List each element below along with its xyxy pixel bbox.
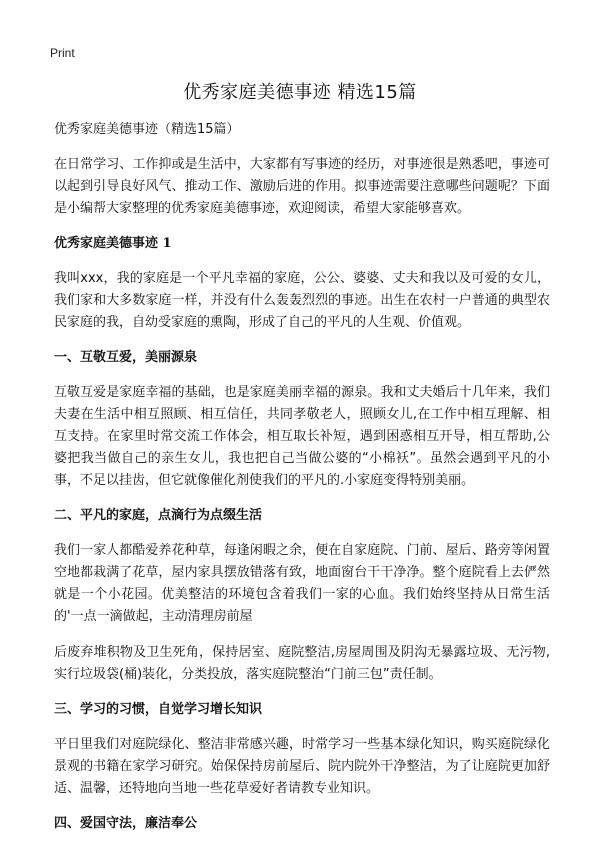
section-heading-3: 二、平凡的家庭，点滴行为点缀生活 bbox=[54, 508, 263, 523]
section-heading-1: 优秀家庭美德事迹 1 bbox=[54, 236, 172, 251]
page-title: 优秀家庭美德事迹 精选15篇 bbox=[183, 82, 417, 103]
section-heading-2: 一、互敬互爱，美丽源泉 bbox=[54, 350, 198, 365]
section-heading-4: 三、学习的习惯，自觉学习增长知识 bbox=[54, 702, 263, 717]
paragraph-1: 我叫xxx，我的家庭是一个平凡幸福的家庭，公公、婆婆、丈夫和我以及可爱的女儿，我们家和大多数家庭一样，并没有什么轰轰烈烈的事迹。出生在农村一户普通的典型农民家庭的我，自幼受家庭的熏陶，形成了自己的平凡的人生观、价值观。 bbox=[54, 271, 550, 330]
section-heading-5: 四、爱国守法，廉洁奉公 bbox=[54, 816, 198, 831]
print-label: Print bbox=[50, 46, 75, 60]
intro-paragraph: 在日常学习、工作抑或是生活中，大家都有写事迹的经历，对事迹很是熟悉吧，事迹可以起到引导良好风气、推动工作、激励后进的作用。拟事迹需要注意哪些问题呢？下面是小编帮大家整理的优秀家庭美德事迹，欢迎阅读，希望大家能够喜欢。 bbox=[54, 157, 550, 216]
document-subtitle: 优秀家庭美德事迹（精选15篇） bbox=[54, 122, 240, 137]
document-body bbox=[54, 120, 550, 848]
paragraph-4: 后废弃堆积物及卫生死角，保持居室、庭院整洁,房屋周围及阴沟无暴露垃圾、无污物,实行垃圾袋(桶)装化，分类投放，落实庭院整治“门前三包”责任制。 bbox=[54, 645, 550, 682]
paragraph-5: 平日里我们对庭院绿化、整洁非常感兴趣，时常学习一些基本绿化知识，购买庭院绿化景观的书籍在家学习研究。始保保持房前屋后、院内院外干净整洁，为了让庭院更加舒适、温馨，还特地向当地一些花草爱好者请教专业知识。 bbox=[54, 737, 550, 796]
paragraph-2: 互敬互爱是家庭幸福的基础，也是家庭美丽幸福的源泉。我和丈夫婚后十几年来，我们夫妻在生活中相互照顾、相互信任，共同孝敬老人，照顾女儿,在工作中相互理解、相互支持。在家里时常交流工作体会，相互取长补短，遇到困惑相互开导，相互帮助,公婆把我当做自己的亲生女儿，我也把自己当做公婆的“小棉袄”。虽然会遇到平凡的小事，不足以挂齿，但它就像催化剂使我们的平凡的.小家庭变得特别美丽。 bbox=[54, 385, 550, 488]
paragraph-3: 我们一家人都酷爱养花种草，每逢闲暇之余，便在自家庭院、门前、屋后、路旁等闲置空地都栽满了花草，屋内家具摆放错落有致，地面窗台干干净净。整个庭院看上去俨然就是一个小花园。优美整洁的环境包含着我们一家的心血。我们始终坚持从日常生活的'一点一滴做起，主动清理房前屋 bbox=[54, 543, 550, 624]
